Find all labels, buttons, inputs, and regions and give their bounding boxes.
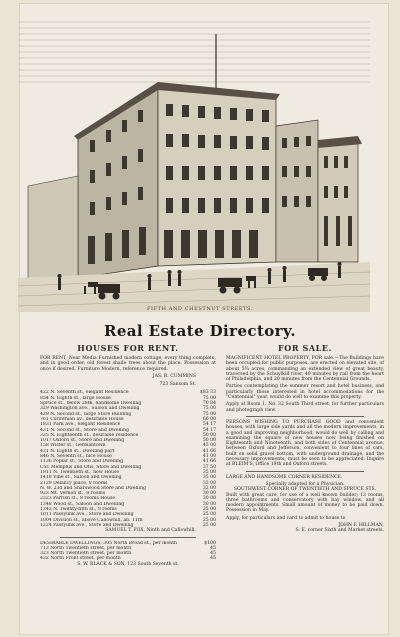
listing-price: 30 00 [202,491,216,497]
listing-price: 25 00 [202,507,216,513]
listing-text: 1343 N. Twenty-fifth st., 9 rooms [40,507,117,513]
page-title: Real Estate Directory. [103,322,296,340]
listing-text: 1348 Wood st., Saloon and Dwelling [40,501,125,507]
dwelling-listings [40,546,216,562]
listing-price: 75 00 [202,406,216,412]
listing-price: 54 17 [202,427,216,433]
listing-price: 45 00 [202,443,216,449]
houses-ad-text: PERSONS WISHING TO PURCHASE GOOD and convenient houses, with large side yards and all the modern improvements, in a good and improving neighborhood, would do well by calling and examining the square of new houses now being finished on Eighteenth and Nineteenth, and both sides of Centennial avenue, between Oxford and Jefferson, convenient to four lines of cars, built on solid gravel bottom, with underground drainage, and the necessary improvements; must be seen to be appreciated. Inquire at BLEIM'S, Office 19th and Oxford streets. [226,419,384,468]
column-heading-for-sale: FOR SALE. [278,343,332,353]
listing-text: 846 N. Seventh st., nice House [40,454,112,460]
listing-price: $83 33 [199,390,216,396]
listing-price: 66 00 [202,416,216,422]
listing-text: 325 N. Eighteenth st., desirable residence [40,432,139,438]
engraving-caption: FIFTH AND CHESTNUT STREETS. [146,306,254,312]
listing-text: 1017 Oxford st., Store and Dwelling [40,438,125,444]
hotel-ad-text: MAGNIFICENT HOTEL PROPERTY, FOR sale.—The Buildings have been occupied for public purposes, are erected on elevated site, of about 5¾ acres, commanding an extended view of great beauty, traversed by the Schuylkill river, 40 minutes by rail from the heart of Philadelphia, and 20 minutes from the Centennial Grounds. [226,356,384,383]
listing-text: 1831 Park ave., elegant Residence [40,422,121,428]
listing-text: 329 Washington ave., Saloon and Dwelling [40,406,140,412]
listing-text: Spruce st., below 28th, handsome Dwelling [40,401,142,407]
dwellings-heading-price: $100 [204,540,216,546]
for-sale-column [226,344,384,534]
listing-text: 431 N. Eighth st., Dwelling part [40,448,115,454]
listing-price: 75 00 [202,395,216,401]
listing-text: 2129 Delancy place, 9 rooms [40,480,108,486]
rent-listings [40,390,216,528]
residence-ad-subheading: Specially adapted for a Physician. [265,481,345,487]
rent-ad-signature: JAS. R. CUMMINS [152,373,196,379]
listing-price: 25 00 [202,512,216,518]
listing-price: 35 00 [202,469,216,475]
listing-text: 1418 Vine st., Saloon and Dwelling [40,475,122,481]
residence-ad-body: Built with great care, for use of a well known builder; 13 rooms, three bathrooms and conservatory with bay window, and all modern appointments. Small amount of money to be paid down. Possession in May. [226,492,384,514]
listing-price: 25 00 [202,522,216,528]
listing-text: 429 N. Second st., large Store Building [40,411,132,417]
listings-signature: SAMUEL T. FOX, Ninth and Callowhill. [105,528,196,534]
rent-ad-intro: FOR RENT, Near Media Furnished modern cottage, every thing complete, and in good order, old forest shade trees about the place. Possession at once if desired, Furniture Modern, reference required. [40,356,216,372]
listing-text: 1004 Division st., above Callowhill, ab. 11th [40,517,143,523]
listing-text: 761 Corinthian av., desirable House [40,416,124,422]
residence-ad-signature: JOHN F. HILLMAN, [338,523,384,529]
hotel-ad-text-3: Apply at Room 1, No. 32 South Third street, for further particulars and photograph view. [226,402,384,413]
listing-price: 41 00 [202,454,216,460]
listing-price: 41 66 [202,448,216,454]
listing-text: 1224 Passyunk ave., Store and Dwelling [40,522,134,528]
listing-price: 41 66 [202,459,216,465]
listing-text: 422 N. Seventh st., elegant Residence [40,390,129,396]
column-heading-houses-for-rent: HOUSES FOR RENT. [77,343,179,353]
listing-price: 45 [210,556,216,562]
listing-price: 50 00 [202,438,216,444]
listing-text: 323 North Twentieth street, per month [40,551,132,557]
listing-text: 158 Wister st., Germantown [40,443,106,449]
residence-ad-apply: Apply, for particulars and card to admit to house to [226,515,346,521]
residence-ad-address: S. E. corner Sixth and Market streets. [295,528,384,534]
listing-price: 30 00 [202,496,216,502]
houses-for-rent-column [40,344,216,567]
rent-ad-address: 723 Sansom St. [159,382,196,388]
listing-text: 1911 N. Twentieth st., new House [40,469,120,475]
listing-text: 432 North Front street, per month [40,556,121,562]
residence-ad-heading: LARGE AND HANDSOME CORNER RESIDENCE. [226,474,343,480]
divider [246,416,364,417]
listing-text: 1011 Passyunk ave., Store and Dwelling [40,512,134,518]
listing-price: 45 [210,551,216,557]
listing-price: 25 00 [202,517,216,523]
listing-price: 32 00 [202,485,216,491]
listing-price: 35 00 [202,475,216,481]
listing-price: 45 [210,545,216,551]
listing-text: 713 North Twentieth street, per month [40,545,132,551]
hotel-ad-text-2: Parties contemplating the summer resort and hotel business, and particularly those interested in hotel accommodations for the "Centennial" year, would do well to examine this property. [226,384,384,401]
dwellings-signature: S. W. BLACK & SON, 123 South Seventh st. [77,561,179,567]
listing-price: 30 00 [202,501,216,507]
listing-text: 923 Mt. Vernon st., 8 rooms [40,491,106,497]
listing-text: 854 N. Eighth st., large House [40,395,111,401]
listing-price: 54 17 [202,422,216,428]
listing-price: 33 00 [202,480,216,486]
dwellings-heading-text: DESIRABLE DWELLINGS, 305 North Broad st., per month [40,540,178,546]
divider [60,537,196,538]
divider [246,471,364,472]
listing-text: 431 N. Second st., Store and Dwelling [40,427,129,433]
listing-price: 70 84 [202,401,216,407]
listing-text: Cor. Memphis and Otis, Store and Dwelling [40,464,142,470]
residence-ad-location: SOUTHWEST CORNER OF TWENTIETH AND SPRUCE STS. [234,487,376,493]
listing-price: 50 00 [202,432,216,438]
listing-text: 2323 Parrish st., 8 rooms House [40,496,116,502]
listing-text: N. W. 23d and Sharswood Store and Dwelling [40,485,146,491]
listing-price: 75 00 [202,411,216,417]
listing-text: 1136 Poplar st., Store and Dwelling [40,459,124,465]
building-engraving [18,16,370,312]
listing-price: 37 50 [202,464,216,470]
